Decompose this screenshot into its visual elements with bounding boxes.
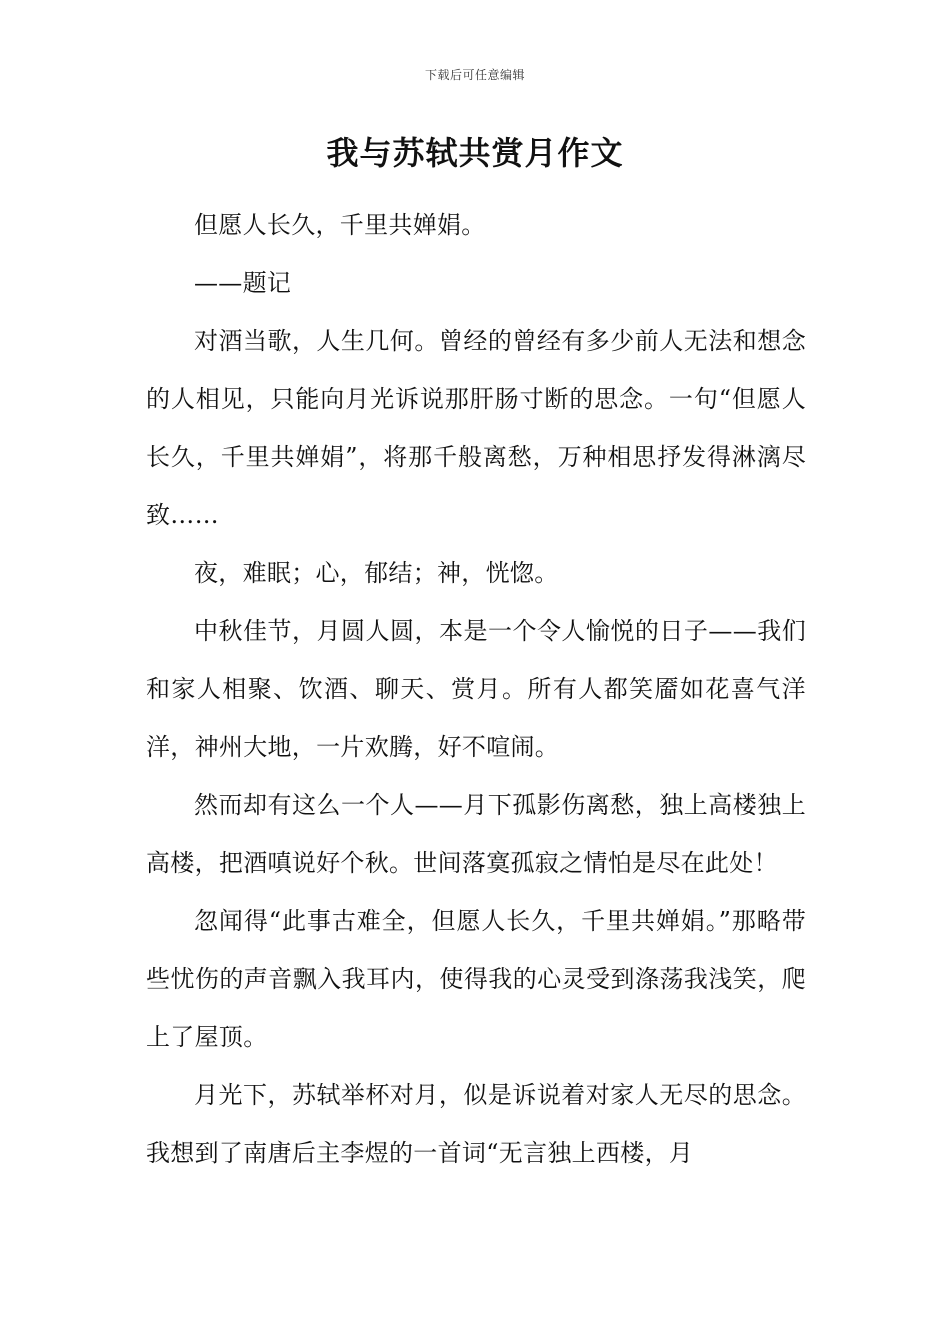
paragraph: 忽闻得“此事古难全，但愿人长久，千里共婵娟。”那略带些忧伤的声音飘入我耳内，使得我的心灵受到涤荡我浅笑，爬上了屋顶。 <box>146 907 806 1051</box>
document-title: 我与苏轼共赏月作文 <box>326 134 624 172</box>
paragraph-epigraph-attribution: ——题记 <box>194 269 292 297</box>
paragraph: 然而却有这么一个人——月下孤影伤离愁，独上高楼独上高楼，把酒嗔说好个秋。世间落寞孤寂之情怕是尽在此处！ <box>146 791 806 877</box>
paragraph: 对酒当歌，人生几何。曾经的曾经有多少前人无法和想念的人相见，只能向月光诉说那肝肠寸断的思念。一句“但愿人长久，千里共婵娟”，将那千般离愁，万种相思抒发得淋漓尽致…… <box>146 327 806 529</box>
paragraph: 中秋佳节，月圆人圆，本是一个令人愉悦的日子——我们和家人相聚、饮酒、聊天、赏月。所有人都笑靥如花喜气洋洋，神州大地，一片欢腾，好不喧闹。 <box>146 617 806 761</box>
paragraph-epigraph: 但愿人长久，千里共婵娟。 <box>194 211 486 239</box>
paragraph: 夜，难眠；心，郁结；神，恍惚。 <box>194 559 559 587</box>
header-note: 下载后可任意编辑 <box>424 68 525 82</box>
body-text <box>146 196 806 1182</box>
paragraph: 月光下，苏轼举杯对月，似是诉说着对家人无尽的思念。我想到了南唐后主李煜的一首词“无言独上西楼，月 <box>146 1081 806 1167</box>
